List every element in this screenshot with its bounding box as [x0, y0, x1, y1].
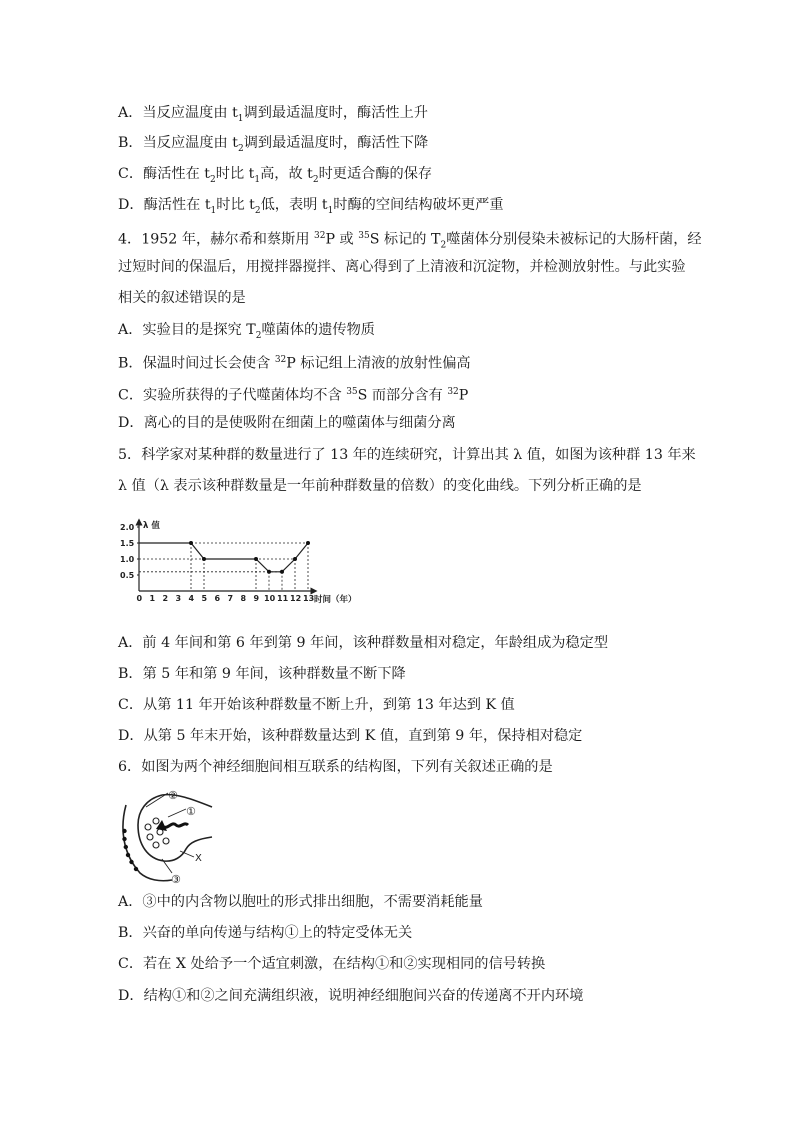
lambda-chart-svg [118, 518, 378, 610]
x-tick-label: 9 [253, 594, 260, 603]
q5-stem-line1: 5．科学家对某种群的数量进行了 13 年的连续研究，计算出其 λ 值，如图为该种群 13 年来 [118, 447, 696, 463]
q4-stem-line1: 4．1952 年，赫尔希和蔡斯用 $^{32}$P 或 $^{35}$S 标记的 $T_2$噬菌体分别侵染未被标记的大肠杆菌，经 [118, 231, 702, 251]
q3-option-a: A．当反应温度由 $t_1$调到最适温度时，酶活性上升 [118, 105, 428, 124]
x-tick-label: 8 [240, 594, 247, 603]
x-axis-label: 时间（年） [314, 595, 357, 605]
y-tick-label: 1.0 [120, 555, 135, 564]
q4-option-c: C．实验所获得的子代噬菌体均不含 $^{35}$S 而部分含有 $^{32}$P [118, 387, 469, 404]
q3-option-b: B．当反应温度由 $t_2$调到最适温度时，酶活性下降 [118, 135, 429, 154]
q3-option-c: C．酶活性在 $t_2$时比 $t_1$高，故 $t_2$时更适合酶的保存 [118, 166, 433, 185]
label-3: ③ [171, 873, 181, 884]
x-tick-label: 2 [162, 594, 169, 603]
q4-option-d: D．离心的目的是使吸附在细菌上的噬菌体与细菌分离 [118, 415, 456, 431]
q5-option-b: B．第 5 年和第 9 年间，该种群数量不断下降 [118, 666, 406, 682]
q6-option-b: B．兴奋的单向传递与结构①上的特定受体无关 [118, 925, 413, 941]
x-tick-label: 11 [277, 594, 289, 603]
q6-option-c: C．若在 X 处给予一个适宜刺激，在结构①和②实现相同的信号转换 [118, 956, 546, 972]
q6-stem: 6．如图为两个神经细胞间相互联系的结构图，下列有关叙述正确的是 [118, 759, 553, 775]
synapse-diagram-svg [118, 787, 218, 884]
synaptic-vesicles [145, 818, 169, 848]
q3-option-d: D．酶活性在 $t_1$时比 $t_2$低，表明 $t_1$时酶的空间结构破坏更严重 [118, 197, 504, 216]
q4-option-b: B．保温时间过长会使含 $^{32}$P 标记组上清液的放射性偏高 [118, 355, 471, 372]
data-point [293, 557, 297, 561]
q5-option-a: A．前 4 年间和第 6 年到第 9 年间，该种群数量相对稳定，年龄组成为稳定型 [118, 635, 609, 651]
receptor-dots [122, 829, 138, 871]
x-tick-label: 6 [214, 594, 221, 603]
impulse-arrow [164, 824, 188, 827]
y-tick-label: 2.0 [120, 523, 135, 532]
x-tick-label: 7 [227, 594, 234, 603]
data-point [306, 541, 310, 545]
y-tick-label: 1.5 [120, 539, 135, 548]
y-tick-label: 0.5 [120, 571, 135, 580]
q5-option-c: C．从第 11 年开始该种群数量不断上升，到第 13 年达到 K 值 [118, 697, 515, 713]
data-point [202, 557, 206, 561]
x-tick-label: 5 [201, 594, 208, 603]
label-1: ① [186, 805, 196, 818]
lambda-chart [118, 518, 378, 610]
lambda-series-line [139, 543, 308, 572]
x-tick-label: 12 [290, 594, 302, 603]
y-axis-label: λ 值 [143, 521, 160, 531]
q4-option-a: A．实验目的是探究 $T_2$噬菌体的遗传物质 [118, 322, 375, 341]
q4-stem-line3: 相关的叙述错误的是 [118, 290, 246, 306]
x-tick-label: 4 [188, 594, 195, 603]
q6-option-a: A．③中的内含物以胞吐的形式排出细胞，不需要消耗能量 [118, 894, 483, 910]
synapse-diagram [118, 787, 218, 884]
label-2: ② [168, 789, 178, 802]
q5-stem-line2: λ 值（λ 表示该种群数量是一年前种群数量的倍数）的变化曲线。下列分析正确的是 [118, 478, 642, 494]
x-tick-label: 13 [303, 594, 315, 603]
x-tick-label: 0 [136, 594, 143, 603]
data-point [254, 557, 258, 561]
q5-option-d: D．从第 5 年末开始，该种群数量达到 K 值，直到第 9 年，保持相对稳定 [118, 728, 583, 744]
data-point [189, 541, 193, 545]
q4-stem-line2: 过短时间的保温后，用搅拌器搅拌、离心得到了上清液和沉淀物，并检测放射性。与此实验 [118, 259, 686, 275]
postsynaptic-membrane [123, 805, 172, 881]
q6-option-d: D．结构①和②之间充满组织液，说明神经细胞间兴奋的传递离不开内环境 [118, 988, 584, 1004]
x-tick-label: 1 [149, 594, 156, 603]
data-point [280, 570, 284, 574]
x-tick-label: 3 [175, 594, 182, 603]
x-tick-label: 10 [264, 594, 276, 603]
label-x: X [195, 853, 202, 864]
data-point [267, 570, 271, 574]
